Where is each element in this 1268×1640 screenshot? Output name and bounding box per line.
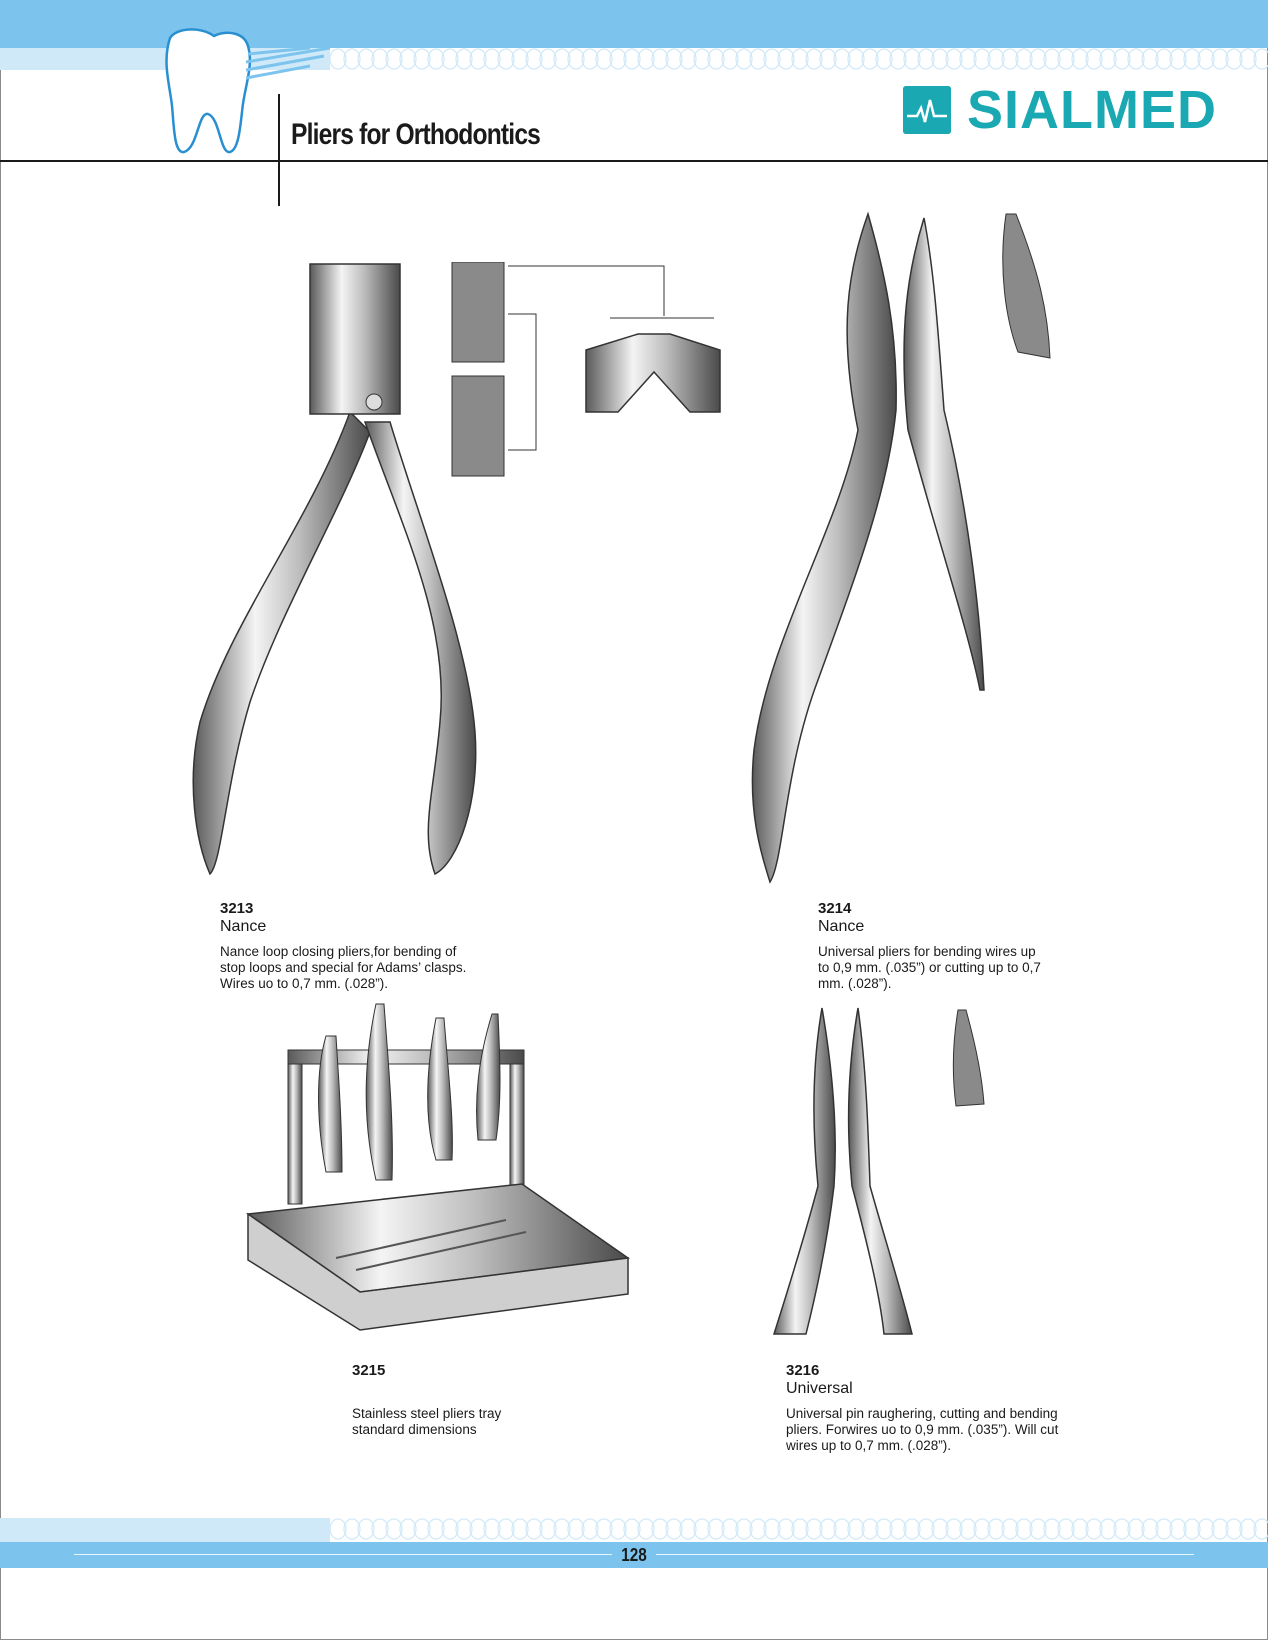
header-divider (278, 94, 280, 206)
page-number: 128 (621, 1545, 647, 1565)
product-3215 (352, 1362, 501, 1438)
pliers-3213-illustration (190, 262, 750, 882)
brand-logo (903, 80, 1217, 140)
product-3216 (786, 1362, 1058, 1454)
product-description: Stainless steel pliers tray standard dimensions (352, 1406, 502, 1437)
product-code: 3213 (220, 900, 254, 917)
product-name (352, 1380, 501, 1398)
product-name: Nance (818, 918, 865, 935)
pulse-icon (903, 86, 951, 134)
footer-band-light (0, 1518, 330, 1542)
product-description: Universal pin raughering, cutting and bending pliers. Forwires uo to 0,9 mm. (.035”). Will cut wires up to 0,7 mm. (.028”). (786, 1406, 1059, 1453)
product-code: 3214 (818, 900, 852, 917)
product-3214 (818, 900, 1041, 992)
page-title: Pliers for Orthodontics (291, 118, 541, 151)
product-code: 3215 (352, 1362, 386, 1379)
pliers-3216-illustration (772, 1006, 992, 1336)
header-rule (0, 160, 1268, 162)
footer-circle-pattern (330, 1518, 1268, 1540)
product-name: Universal (786, 1380, 853, 1397)
product-description: Universal pliers for bending wires up to 0,9 mm. (.035”) or cutting up to 0,7 mm. (.028”). (818, 944, 1041, 991)
header-circle-pattern (330, 48, 1268, 70)
product-description: Nance loop closing pliers,for bending of stop loops and special for Adams’ clasps. Wires uo to 0,7 mm. (.028”). (220, 944, 467, 991)
product-name: Nance (220, 918, 267, 935)
brand-name: SIALMED (967, 80, 1217, 140)
tray-3215-illustration (246, 1000, 636, 1334)
product-3213 (220, 900, 466, 992)
product-code: 3216 (786, 1362, 820, 1379)
pliers-3214-illustration (748, 210, 1068, 890)
